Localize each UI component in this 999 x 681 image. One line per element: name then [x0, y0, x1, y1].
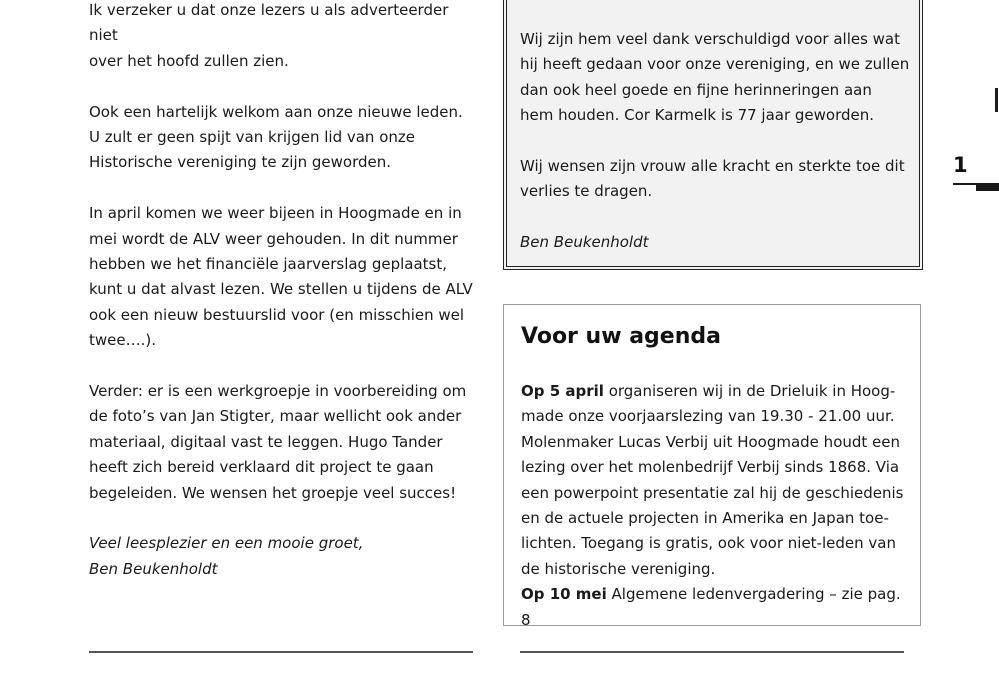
- april-paragraph: [89, 201, 473, 353]
- page-number: 1: [953, 153, 968, 177]
- intro-paragraph: [89, 0, 473, 74]
- text-line: organiseren wij in de Drieluik in Hoog-: [603, 382, 896, 400]
- closing-greeting: Veel leesplezier en een mooie groet,: [89, 534, 364, 553]
- memorial-paragraph-2: [520, 154, 912, 205]
- text-line: dan ook heel goede en fijne herinneringen aan: [520, 80, 872, 99]
- text-line: hij heeft gedaan voor onze vereniging, en we zullen: [520, 55, 910, 74]
- memorial-signature: Ben Beukenholdt: [520, 233, 649, 252]
- text-line: materiaal, digitaal vast te leggen. Hugo Tander: [89, 432, 443, 451]
- memorial-paragraph-1: [520, 27, 912, 129]
- agenda-box: [503, 304, 921, 629]
- text-line: In april komen we weer bijeen in Hoogmade en in: [89, 204, 462, 223]
- edge-marker: [995, 88, 998, 112]
- text-line: Molenmaker Lucas Verbij uit Hoogmade houdt een: [521, 432, 901, 451]
- agenda-entry: [521, 379, 913, 582]
- text-line: mei wordt de ALV weer gehouden. In dit nummer: [89, 229, 458, 248]
- memorial-content: [520, 27, 912, 256]
- workgroup-paragraph: [89, 379, 473, 506]
- agenda-body: [521, 379, 913, 633]
- text-line: verlies te dragen.: [520, 182, 653, 201]
- text-line: kunt u dat alvast lezen. We stellen u tijdens de ALV: [89, 280, 473, 299]
- text-line: Ik verzeker u dat onze lezers u als adverteerder niet: [89, 1, 449, 45]
- text-line: made onze voorjaarslezing van 19.30 - 21.00 uur.: [521, 407, 895, 426]
- text-line: Wij zijn hem veel dank verschuldigd voor alles wat: [520, 30, 901, 48]
- text-line: Algemene ledenvergadering – zie pag. 8: [521, 585, 901, 629]
- text-line: lezing over het molenbedrijf Verbij sinds 1868. Via: [521, 458, 900, 477]
- footer-divider-right: [520, 651, 904, 653]
- text-line: Wij wensen zijn vrouw alle kracht en sterkte toe dit: [520, 157, 905, 176]
- text-line: Verder: er is een werkgroepje in voorbereiding om: [89, 382, 467, 401]
- agenda-entry: [521, 582, 913, 633]
- text-line: over het hoofd zullen zien.: [89, 51, 289, 70]
- text-line: twee….).: [89, 331, 156, 350]
- text-line: U zult er geen spijt van krijgen lid van onze: [89, 128, 415, 147]
- text-line: Ook een hartelijk welkom aan onze nieuwe leden.: [89, 102, 463, 121]
- agenda-date: Op 10 mei: [521, 585, 607, 604]
- text-line: een powerpoint presentatie zal hij de geschiedenis: [521, 483, 904, 502]
- text-line: heeft zich bereid verklaard dit project te gaan: [89, 458, 434, 477]
- page-number-bar: [976, 183, 999, 191]
- text-line: begeleiden. We wensen het groepje veel succes!: [89, 483, 457, 502]
- text-line: de historische vereniging.: [521, 559, 716, 578]
- text-line: lichten. Toegang is gratis, ook voor niet-leden van: [521, 534, 896, 553]
- text-line: Historische vereniging te zijn geworden.: [89, 153, 392, 172]
- agenda-title: Voor uw agenda: [521, 324, 721, 349]
- text-line: ook een nieuw bestuurslid voor (en misschien wel: [89, 305, 465, 324]
- footer-divider-left: [89, 651, 473, 653]
- closing-block: [89, 531, 473, 582]
- memorial-box: [503, 0, 923, 270]
- text-line: hem houden. Cor Karmelk is 77 jaar geworden.: [520, 106, 875, 125]
- welcome-paragraph: [89, 100, 473, 176]
- text-line: hebben we het financiële jaarverslag geplaatst,: [89, 255, 448, 274]
- left-column: [89, 0, 473, 582]
- text-line: de foto’s van Jan Stigter, maar wellicht ook ander: [89, 407, 462, 426]
- signature: Ben Beukenholdt: [89, 559, 218, 578]
- agenda-date: Op 5 april: [521, 382, 604, 400]
- text-line: en de actuele projecten in Amerika en Japan toe-: [521, 509, 889, 528]
